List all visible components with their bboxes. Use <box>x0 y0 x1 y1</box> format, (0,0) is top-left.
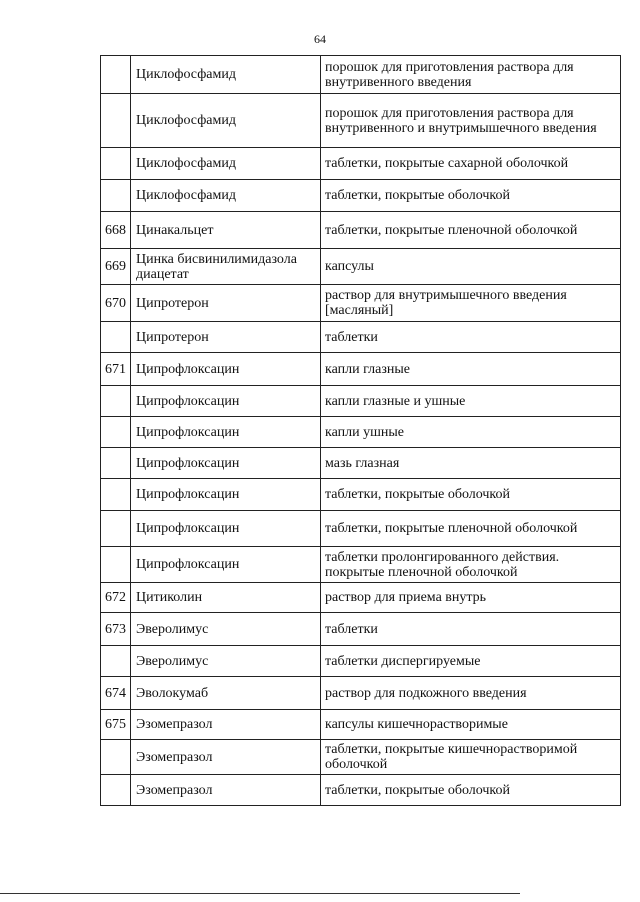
table-row <box>101 322 621 353</box>
row-number <box>101 646 131 677</box>
row-number <box>101 448 131 479</box>
drug-name: Цинакальцет <box>131 212 321 249</box>
dosage-form: таблетки пролонгированного действия. покрытые пленочной оболочкой <box>321 547 621 583</box>
dosage-form: порошок для приготовления раствора для внутривенного введения <box>321 56 621 94</box>
row-number: 675 <box>101 710 131 740</box>
row-number <box>101 740 131 775</box>
drug-name: Эзомепразол <box>131 710 321 740</box>
dosage-form: раствор для подкожного введения <box>321 677 621 710</box>
drug-name: Ципротерон <box>131 285 321 322</box>
row-number: 673 <box>101 613 131 646</box>
drug-table-body <box>101 56 621 806</box>
drug-name: Цинка бисвинилимидазола диацетат <box>131 249 321 285</box>
drug-name: Ципрофлоксацин <box>131 479 321 511</box>
dosage-form: порошок для приготовления раствора для внутривенного и внутримышечного введения <box>321 94 621 148</box>
drug-name: Ципрофлоксацин <box>131 417 321 448</box>
dosage-form: таблетки, покрытые пленочной оболочкой <box>321 212 621 249</box>
dosage-form: таблетки <box>321 613 621 646</box>
drug-name: Эверолимус <box>131 613 321 646</box>
drug-name: Эзомепразол <box>131 740 321 775</box>
drug-name: Ципрофлоксацин <box>131 547 321 583</box>
dosage-form: капсулы <box>321 249 621 285</box>
drug-name: Цитиколин <box>131 583 321 613</box>
dosage-form: таблетки, покрытые оболочкой <box>321 180 621 212</box>
row-number: 670 <box>101 285 131 322</box>
table-row <box>101 511 621 547</box>
dosage-form: капли глазные и ушные <box>321 386 621 417</box>
dosage-form: таблетки, покрытые оболочкой <box>321 479 621 511</box>
dosage-form: капсулы кишечнорастворимые <box>321 710 621 740</box>
row-number <box>101 511 131 547</box>
table-row <box>101 417 621 448</box>
table-row <box>101 386 621 417</box>
drug-name: Циклофосфамид <box>131 180 321 212</box>
drug-name: Циклофосфамид <box>131 56 321 94</box>
bottom-rule <box>0 893 520 894</box>
drug-name: Ципротерон <box>131 322 321 353</box>
row-number: 669 <box>101 249 131 285</box>
dosage-form: таблетки, покрытые кишечнорастворимой оболочкой <box>321 740 621 775</box>
drug-name: Эверолимус <box>131 646 321 677</box>
row-number <box>101 148 131 180</box>
row-number: 674 <box>101 677 131 710</box>
dosage-form: капли ушные <box>321 417 621 448</box>
dosage-form: таблетки, покрытые сахарной оболочкой <box>321 148 621 180</box>
table-row <box>101 710 621 740</box>
table-row <box>101 56 621 94</box>
row-number: 671 <box>101 353 131 386</box>
table-row <box>101 353 621 386</box>
row-number <box>101 386 131 417</box>
drug-name: Циклофосфамид <box>131 148 321 180</box>
row-number <box>101 94 131 148</box>
page-number: 64 <box>314 32 326 46</box>
table-row <box>101 249 621 285</box>
table-row <box>101 148 621 180</box>
drug-name: Эзомепразол <box>131 775 321 806</box>
row-number: 672 <box>101 583 131 613</box>
dosage-form: мазь глазная <box>321 448 621 479</box>
table-row <box>101 285 621 322</box>
drug-name: Ципрофлоксацин <box>131 448 321 479</box>
dosage-form: раствор для внутримышечного введения [масляный] <box>321 285 621 322</box>
table-row <box>101 448 621 479</box>
row-number <box>101 547 131 583</box>
table-row <box>101 180 621 212</box>
table-row <box>101 94 621 148</box>
row-number <box>101 775 131 806</box>
table-row <box>101 479 621 511</box>
table-row <box>101 740 621 775</box>
drug-name: Ципрофлоксацин <box>131 386 321 417</box>
row-number <box>101 479 131 511</box>
table-row <box>101 583 621 613</box>
row-number: 668 <box>101 212 131 249</box>
table-row <box>101 212 621 249</box>
drug-name: Ципрофлоксацин <box>131 511 321 547</box>
dosage-form: таблетки диспергируемые <box>321 646 621 677</box>
table-row <box>101 775 621 806</box>
row-number <box>101 417 131 448</box>
dosage-form: раствор для приема внутрь <box>321 583 621 613</box>
dosage-form: таблетки <box>321 322 621 353</box>
row-number <box>101 56 131 94</box>
row-number <box>101 322 131 353</box>
table-row <box>101 677 621 710</box>
dosage-form: капли глазные <box>321 353 621 386</box>
row-number <box>101 180 131 212</box>
table-row <box>101 646 621 677</box>
table-row <box>101 613 621 646</box>
drug-table <box>100 55 621 806</box>
table-row <box>101 547 621 583</box>
drug-name: Циклофосфамид <box>131 94 321 148</box>
dosage-form: таблетки, покрытые оболочкой <box>321 775 621 806</box>
drug-name: Ципрофлоксацин <box>131 353 321 386</box>
drug-name: Эволокумаб <box>131 677 321 710</box>
dosage-form: таблетки, покрытые пленочной оболочкой <box>321 511 621 547</box>
